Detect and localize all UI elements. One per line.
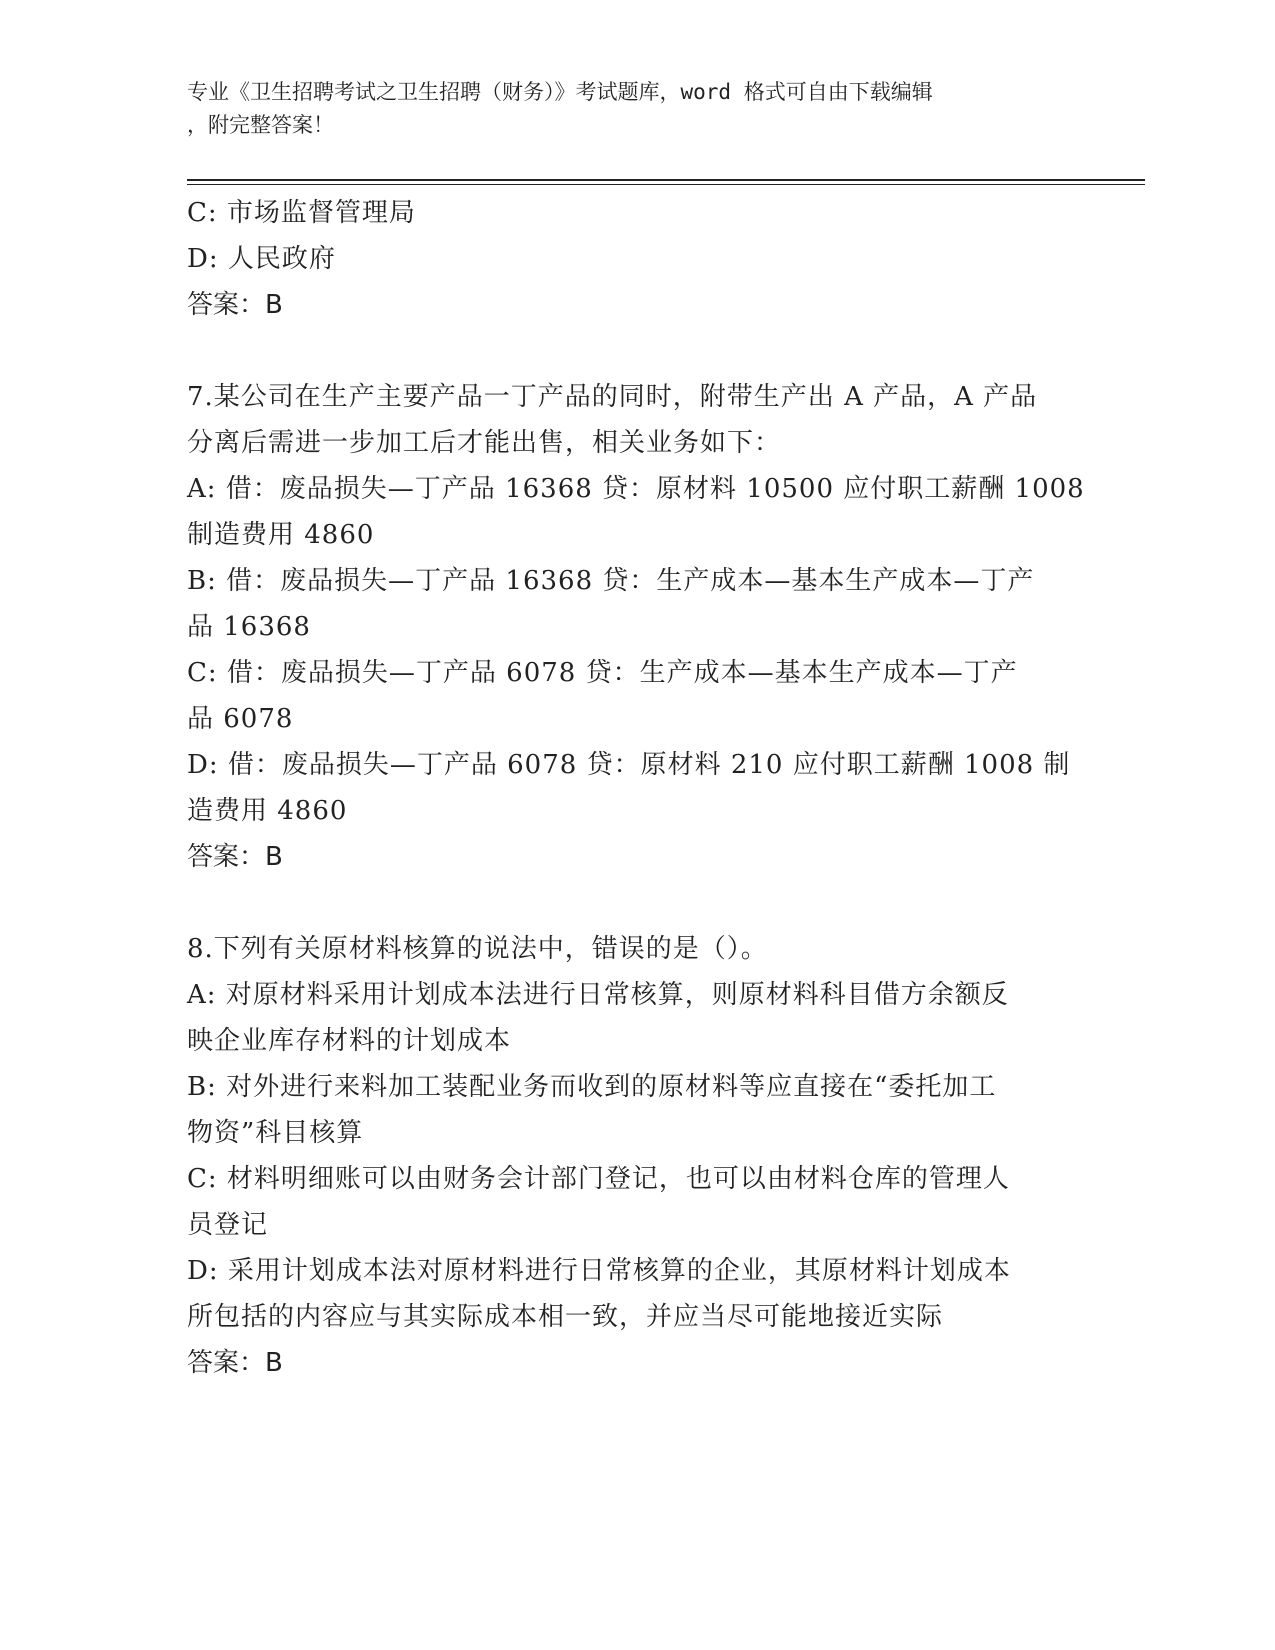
spacer — [187, 880, 1077, 926]
q8-stem: 8.下列有关原材料核算的说法中，错误的是（）。 — [187, 934, 768, 964]
q7-option-b-line-2: 品 16368 — [187, 612, 311, 642]
q8-option-c-line-2: 员登记 — [187, 1210, 269, 1240]
question-7 — [187, 374, 1085, 880]
spacer — [187, 328, 1077, 374]
document-body — [187, 190, 1085, 1386]
q7-option-a-line-2: 制造费用 4860 — [187, 520, 375, 550]
q8-option-d-line-1: D: 采用计划成本法对原材料进行日常核算的企业，其原材料计划成本 — [187, 1256, 1011, 1286]
q7-option-b-line-1: B: 借：废品损失—丁产品 16368 贷：生产成本—基本生产成本—丁产 — [187, 566, 1035, 596]
q7-option-a-line-1: A: 借：废品损失—丁产品 16368 贷：原材料 10500 应付职工薪酬 1008 — [187, 474, 1085, 504]
header-line-2: ，附完整答案！ — [187, 113, 334, 137]
q7-option-d-line-1: D: 借：废品损失—丁产品 6078 贷：原材料 210 应付职工薪酬 1008 制 — [187, 750, 1071, 780]
q7-stem-line-2: 分离后需进一步加工后才能出售，相关业务如下： — [187, 428, 782, 458]
q7-option-c-line-2: 品 6078 — [187, 704, 294, 734]
question-6-tail — [187, 190, 1077, 328]
question-8 — [187, 926, 1077, 1386]
q7-stem-line-1: 7.某公司在生产主要产品一丁产品的同时，附带生产出 A 产品，A 产品 — [187, 382, 1038, 412]
q6-option-c: C: 市场监督管理局 — [187, 198, 416, 228]
header-line-1: 专业《卫生招聘考试之卫生招聘（财务）》考试题库，word 格式可自由下载编辑 — [187, 80, 933, 104]
q8-option-b-line-2: 物资”科目核算 — [187, 1118, 364, 1148]
q8-option-a-line-1: A: 对原材料采用计划成本法进行日常核算，则原材料科目借方余额反 — [187, 980, 1009, 1010]
q6-option-d: D: 人民政府 — [187, 244, 336, 274]
q8-option-d-line-2: 所包括的内容应与其实际成本相一致，并应当尽可能地接近实际 — [187, 1302, 944, 1332]
q7-option-c-line-1: C: 借：废品损失—丁产品 6078 贷：生产成本—基本生产成本—丁产 — [187, 658, 1018, 688]
q7-answer: 答案：B — [187, 842, 283, 872]
header-divider — [187, 179, 1145, 185]
q8-option-c-line-1: C: 材料明细账可以由财务会计部门登记，也可以由材料仓库的管理人 — [187, 1164, 1010, 1194]
q8-option-b-line-1: B: 对外进行来料加工装配业务而收到的原材料等应直接在“委托加工 — [187, 1072, 997, 1102]
q7-option-d-line-2: 造费用 4860 — [187, 796, 348, 826]
document-header — [187, 76, 1067, 142]
q8-option-a-line-2: 映企业库存材料的计划成本 — [187, 1026, 512, 1056]
q8-answer: 答案：B — [187, 1348, 283, 1378]
q6-answer: 答案：B — [187, 290, 283, 320]
